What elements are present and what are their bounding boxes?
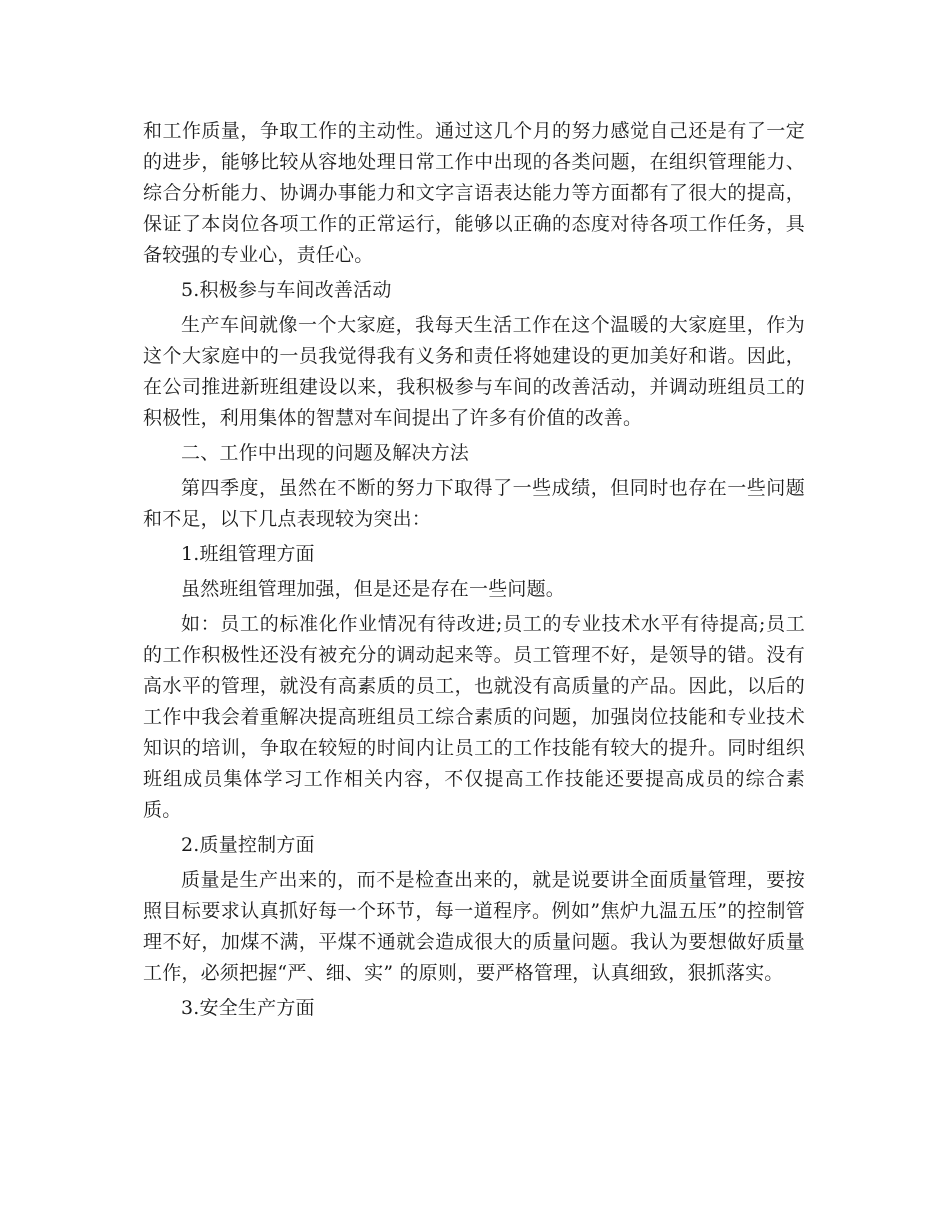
paragraph-continuation: 和工作质量，争取工作的主动性。通过这几个月的努力感觉自己还是有了一定的进步，能够比较从容地处理日常工作中出现的各类问题，在组织管理能力、综合分析能力、协调办事能力和文字言语表达能力等方面都有了很大的提高，保证了本岗位各项工作的正常运行，能够以正确的态度对待各项工作任务，具备较强的专业心，责任心。 [143,120,805,266]
document-body [143,116,805,1028]
section-heading-workshop-improvement: 5.积极参与车间改善活动 [181,279,392,301]
section-heading-problems-solutions: 二、工作中出现的问题及解决方法 [181,442,470,464]
paragraph-quality-control: 质量是生产出来的，而不是检查出来的，就是说要讲全面质量管理，要按照目标要求认真抓好每一个环节，每一道程序。例如”焦炉九温五压”的控制管理不好，加煤不满，平煤不通就会造成很大的质量问题。我认为要想做好质量工作，必须把握“严、细、实” 的原则，要严格管理，认真细致，狠抓落实。 [143,869,805,984]
section-heading-team-management: 1.班组管理方面 [181,543,315,565]
paragraph-employee-issues: 如：员工的标准化作业情况有待改进;员工的专业技术水平有待提高;员工的工作积极性还没有被充分的调动起来等。员工管理不好，是领导的错。没有高水平的管理，就没有高素质的员工，也就没有高质量的产品。因此，以后的工作中我会着重解决提高班组员工综合素质的问题，加强岗位技能和专业技术知识的培训，争取在较短的时间内让员工的工作技能有较大的提升。同时组织班组成员集体学习工作相关内容，不仅提高工作技能还要提高成员的综合素质。 [143,613,805,821]
paragraph-fourth-quarter: 第四季度，虽然在不断的努力下取得了一些成绩，但同时也存在一些问题和不足，以下几点表现较为突出： [143,477,805,530]
section-heading-safety-production: 3.安全生产方面 [181,997,315,1019]
paragraph-team-management-issues: 虽然班组管理加强，但是还是存在一些问题。 [181,578,566,600]
paragraph-workshop-family: 生产车间就像一个大家庭，我每天生活工作在这个温暖的大家庭里，作为这个大家庭中的一员我觉得我有义务和责任将她建设的更加美好和谐。因此，在公司推进新班组建设以来，我积极参与车间的改善活动，并调动班组员工的积极性，利用集体的智慧对车间提出了许多有价值的改善。 [143,314,805,429]
section-heading-quality-control: 2.质量控制方面 [181,834,315,856]
